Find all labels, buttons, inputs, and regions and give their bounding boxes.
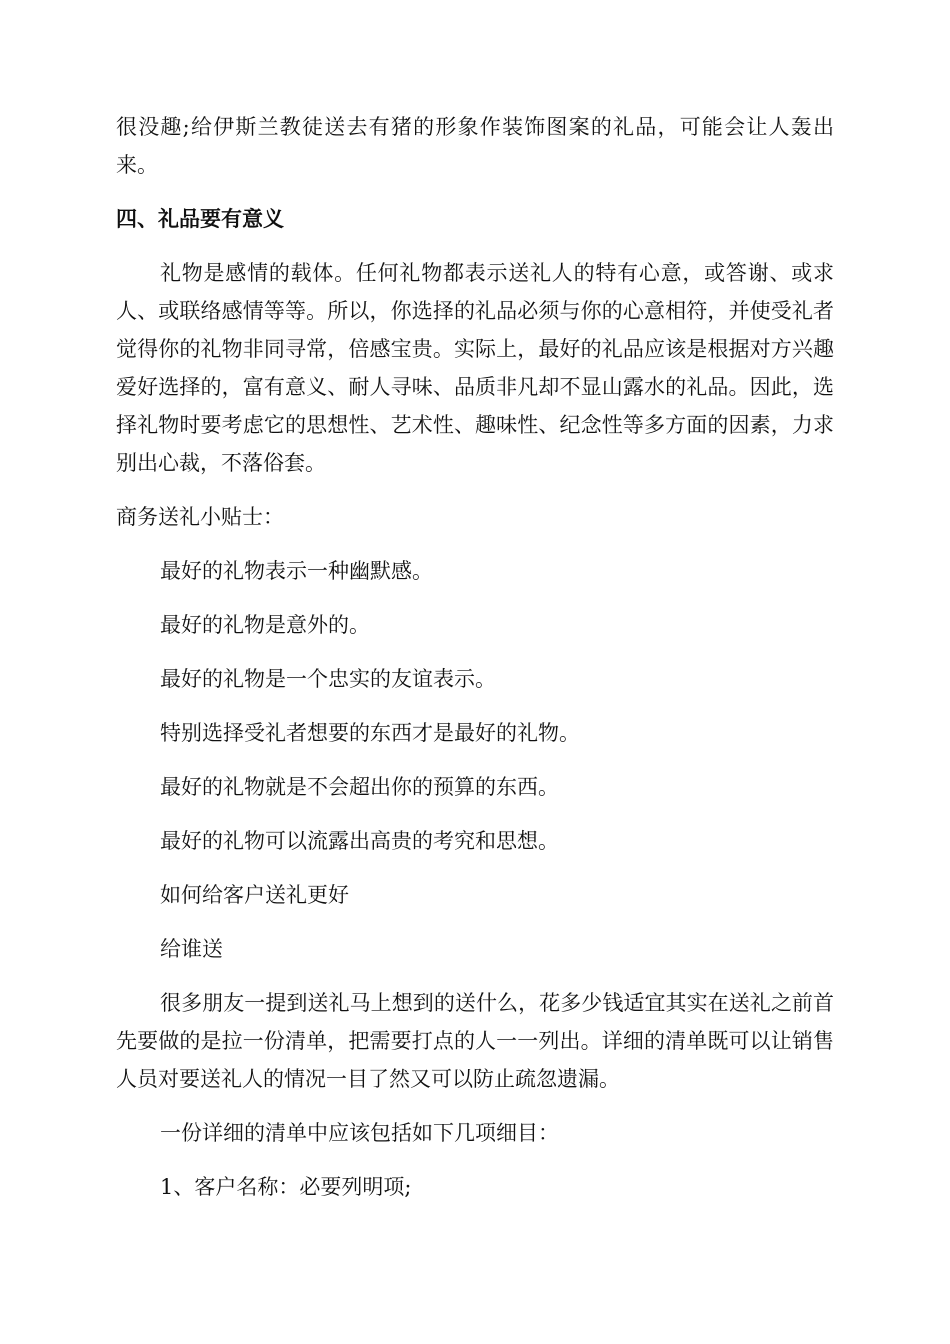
tip-item: 最好的礼物是一个忠实的友谊表示。 xyxy=(160,667,496,691)
tip-item: 最好的礼物是意外的。 xyxy=(160,613,370,637)
paragraph-gift-meaning: 礼物是感情的载体。任何礼物都表示送礼人的特有心意，或答谢、或求人、或联络感情等等。所以，你选择的礼品必须与你的心意相符，并使受礼者觉得你的礼物非同寻常，倍感宝贵。实际上，最好的礼品应该是根据对方兴趣爱好选择的，富有意义、耐人寻味、品质非凡却不显山露水的礼品。因此，选择礼物时要考虑它的思想性、艺术性、趣味性、纪念性等多方面的因素，力求别出心裁，不落俗套。 xyxy=(116,261,834,475)
tip-item: 最好的礼物就是不会超出你的预算的东西。 xyxy=(160,775,559,799)
list-item: 1、客户名称：必要列明项; xyxy=(160,1175,412,1199)
tips-title: 商务送礼小贴士： xyxy=(116,505,284,529)
paragraph-gift-list: 很多朋友一提到送礼马上想到的送什么，花多少钱适宜其实在送礼之前首先要做的是拉一份清单，把需要打点的人一一列出。详细的清单既可以让销售人员对要送礼人的情况一目了然又可以防止疏忽遗漏。 xyxy=(116,991,834,1091)
section-heading: 四、礼品要有意义 xyxy=(116,207,284,231)
subheading-who: 给谁送 xyxy=(160,937,223,961)
tip-item: 最好的礼物表示一种幽默感。 xyxy=(160,559,433,583)
tip-item: 特别选择受礼者想要的东西才是最好的礼物。 xyxy=(160,721,580,745)
paragraph-list-items-intro: 一份详细的清单中应该包括如下几项细目： xyxy=(160,1121,559,1145)
tip-item: 最好的礼物可以流露出高贵的考究和思想。 xyxy=(160,829,559,853)
paragraph-continuation: 很没趣;给伊斯兰教徒送去有猪的形象作装饰图案的礼品，可能会让人轰出来。 xyxy=(116,115,834,177)
document-body xyxy=(116,108,834,1206)
subheading-how-to-gift: 如何给客户送礼更好 xyxy=(160,883,349,907)
